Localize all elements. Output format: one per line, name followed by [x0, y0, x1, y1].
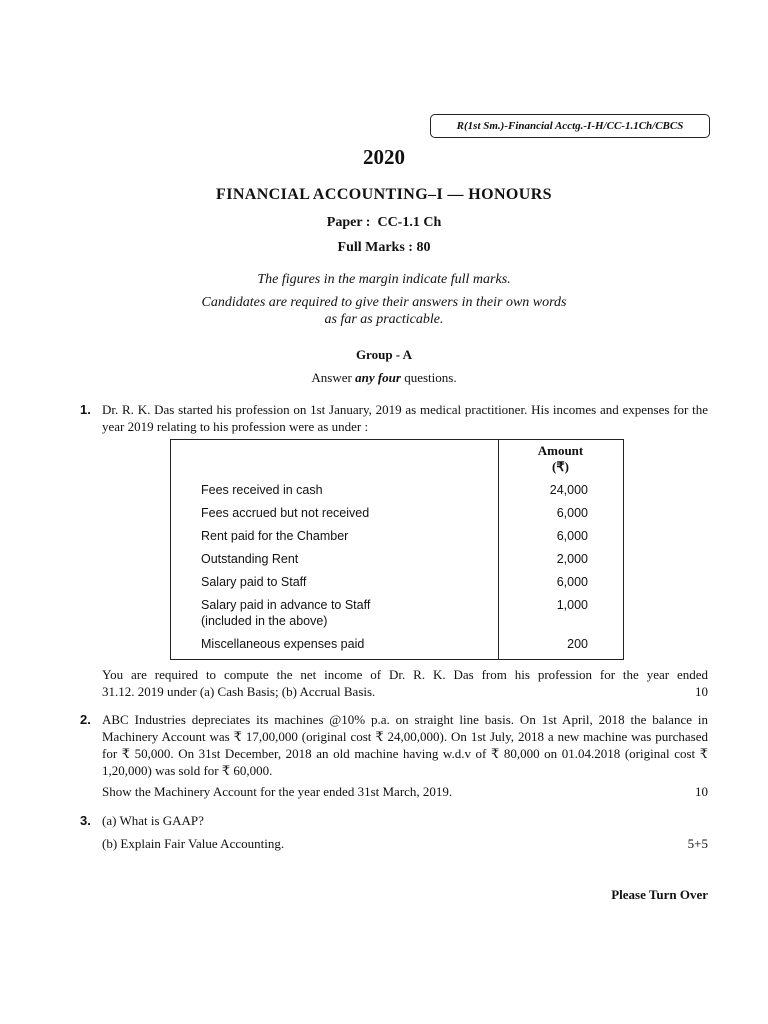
instruction-own-words — [0, 294, 768, 328]
instruction-own-words-line2: as far as practicable. — [324, 312, 444, 327]
instruction-own-words-line1: Candidates are required to give their answers in their own words — [201, 295, 567, 310]
question-3-marks: 5+5 — [687, 836, 708, 851]
table-row-value: 6,000 — [556, 506, 588, 520]
question-number: 2. — [80, 712, 91, 727]
income-expense-table — [170, 439, 624, 660]
answer-instruction — [0, 370, 768, 386]
question-1-instruction-line2: 31.12. 2019 under (a) Cash Basis; (b) Accrual Basis. — [102, 684, 376, 699]
answer-suffix: questions. — [404, 370, 457, 385]
question-2-marks: 10 — [695, 784, 708, 799]
table-row-value: 6,000 — [556, 575, 588, 589]
paper-line — [0, 215, 768, 231]
table-row-label: Fees received in cash — [201, 483, 323, 497]
question-1-marks: 10 — [695, 684, 708, 699]
table-row-value: 2,000 — [556, 552, 588, 566]
full-marks: Full Marks : 80 — [337, 240, 431, 255]
question-text: Dr. R. K. Das started his profession on 1st January, 2019 as medical practitioner. His incomes and expenses for the year 2019 relating to his profession were as under : — [102, 402, 708, 434]
please-turn-over: Please Turn Over — [611, 887, 708, 902]
paper-code-box: R(1st Sm.)-Financial Acctg.-I-H/CC-1.1Ch/CBCS — [430, 114, 710, 138]
answer-emphasis: any four — [355, 370, 401, 385]
table-row-label: Miscellaneous expenses paid — [201, 637, 365, 651]
table-row-label: Salary paid in advance to Staff — [201, 598, 371, 612]
question-1-instruction-line1: You are required to compute the net income of Dr. R. K. Das from his profession for the year ended — [102, 667, 708, 682]
table-row-label: Outstanding Rent — [201, 552, 299, 566]
question-number: 1. — [80, 402, 91, 417]
question-text: ABC Industries depreciates its machines @10% p.a. on straight line basis. On 1st April, 2018 the balance in Machinery Account was ₹ 17,00,000 (original cost ₹ 24,00,000). On 1st July, 2018 a new machine was purchased for ₹ 50,000. On 31st December, 2018 an old machine having w.d.v of ₹ 80,000 on 01.04.2018 (original cost ₹ 1,20,000) was sold for ₹ 60,000. — [102, 712, 708, 778]
exam-year: 2020 — [363, 145, 405, 169]
exam-title: FINANCIAL ACCOUNTING–I — HONOURS — [216, 186, 552, 203]
answer-prefix: Answer — [311, 370, 352, 385]
amount-header-unit: (₹) — [552, 459, 569, 474]
table-row-label: Salary paid to Staff — [201, 575, 307, 589]
paper-label: Paper : — [326, 215, 371, 230]
table-row-label: Rent paid for the Chamber — [201, 529, 349, 543]
table-row-value: 1,000 — [556, 598, 588, 612]
instruction-margin-marks: The figures in the margin indicate full marks. — [257, 272, 511, 287]
question-3a: (a) What is GAAP? — [102, 813, 204, 828]
table-row-label-note: (included in the above) — [201, 614, 328, 628]
group-title: Group - A — [355, 347, 413, 362]
question-3b: (b) Explain Fair Value Accounting. — [102, 836, 285, 851]
table-row-value: 6,000 — [556, 529, 588, 543]
question-number: 3. — [80, 813, 91, 828]
amount-header-label: Amount — [537, 443, 584, 458]
table-row-label: Fees accrued but not received — [201, 506, 370, 520]
amount-header — [498, 443, 623, 475]
question-2-task-text: Show the Machinery Account for the year ended 31st March, 2019. — [102, 784, 453, 799]
table-row-value: 200 — [567, 637, 588, 651]
table-row-value: 24,000 — [549, 483, 588, 497]
paper-value: CC-1.1 Ch — [377, 215, 442, 230]
